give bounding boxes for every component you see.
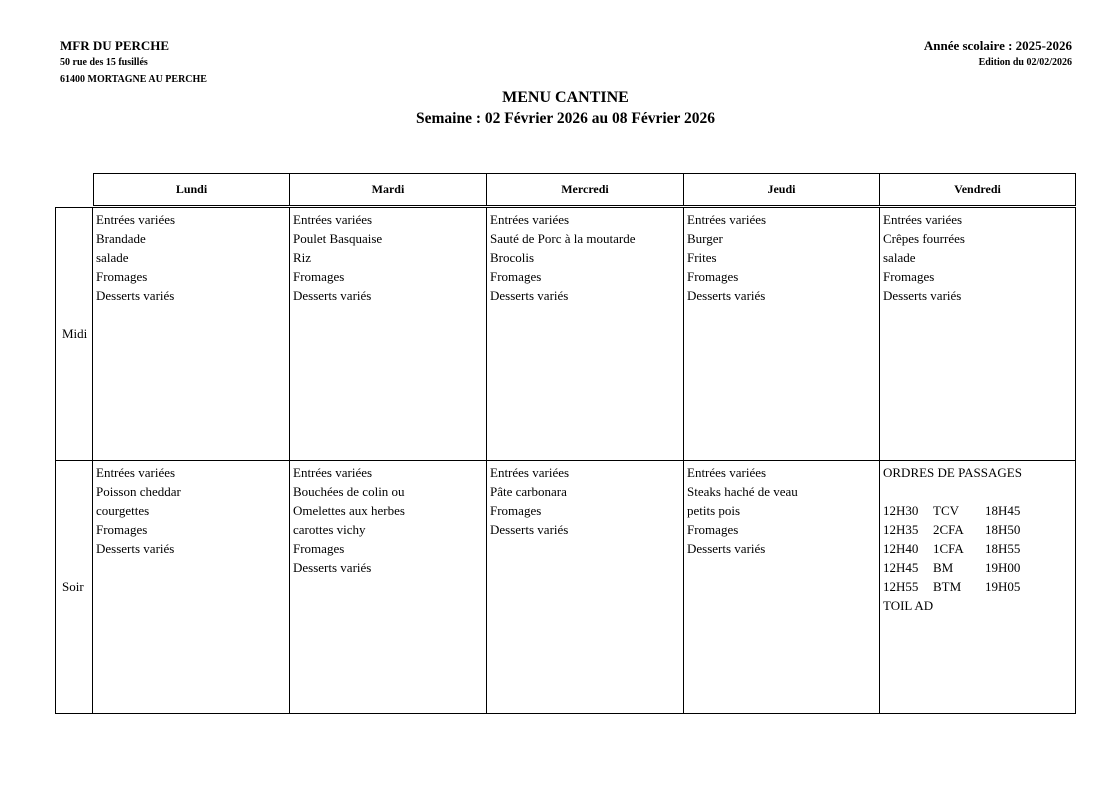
school-name: MFR DU PERCHE <box>60 38 170 53</box>
midi-lundi-cell <box>92 207 290 461</box>
ordres-title: ORDRES DE PASSAGES <box>883 465 1022 480</box>
school-year: Année scolaire : 2025-2026 <box>923 38 1072 53</box>
menu-item: Desserts variés <box>883 288 962 303</box>
menu-item: Fromages <box>96 522 148 537</box>
day-header-mercredi: Mercredi <box>486 173 684 206</box>
day-header-jeudi: Jeudi <box>683 173 880 206</box>
day-header-vendredi: Vendredi <box>879 173 1076 206</box>
day-header-lundi: Lundi <box>93 173 290 206</box>
soir-vendredi-cell <box>879 460 1076 714</box>
menu-item: salade <box>96 250 129 265</box>
menu-item: Bouchées de colin ou <box>293 484 405 499</box>
soir-time: 18H50 <box>985 522 1021 537</box>
class-code: TCV <box>933 503 959 518</box>
menu-item: Brocolis <box>490 250 535 265</box>
soir-lundi-cell <box>92 460 290 714</box>
menu-item: Fromages <box>883 269 935 284</box>
menu-item: Desserts variés <box>293 288 372 303</box>
menu-item: Entrées variées <box>687 212 767 227</box>
menu-item: Fromages <box>293 541 345 556</box>
menu-item: Desserts variés <box>293 560 372 575</box>
class-code: 1CFA <box>933 541 964 556</box>
menu-item: Entrées variées <box>490 465 570 480</box>
menu-item: Fromages <box>490 503 542 518</box>
soir-jeudi-cell <box>683 460 880 714</box>
soir-time: 19H00 <box>985 560 1021 575</box>
menu-item: Fromages <box>96 269 148 284</box>
midi-time: 12H35 <box>883 522 919 537</box>
menu-item: Poisson cheddar <box>96 484 181 499</box>
spacer <box>883 482 1072 501</box>
menu-item: Desserts variés <box>687 541 766 556</box>
menu-item: Desserts variés <box>96 541 175 556</box>
school-info <box>60 38 207 88</box>
ordres-row <box>883 501 1072 520</box>
menu-item: Pâte carbonara <box>490 484 567 499</box>
class-code: BTM <box>933 579 962 594</box>
title-block <box>0 87 1117 129</box>
menu-item: salade <box>883 250 916 265</box>
week-subtitle: Semaine : 02 Février 2026 au 08 Février 2026 <box>415 110 716 127</box>
period-label-midi: Midi <box>55 207 93 461</box>
ordres-row <box>883 558 1072 577</box>
period-label-soir: Soir <box>55 460 93 714</box>
ordres-footer: TOIL AD <box>883 598 934 613</box>
soir-time: 18H45 <box>985 503 1021 518</box>
menu-item: petits pois <box>687 503 741 518</box>
ordres-row <box>883 577 1072 596</box>
ordres-row <box>883 520 1072 539</box>
edition-date: Edition du 02/02/2026 <box>978 57 1072 68</box>
menu-item: Desserts variés <box>96 288 175 303</box>
midi-time: 12H45 <box>883 560 919 575</box>
menu-item: Entrées variées <box>293 212 373 227</box>
menu-item: Steaks haché de veau <box>687 484 798 499</box>
address-line-1: 50 rue des 15 fusillés <box>60 57 148 68</box>
midi-time: 12H55 <box>883 579 919 594</box>
menu-item: Crêpes fourrées <box>883 231 965 246</box>
midi-jeudi-cell <box>683 207 880 461</box>
soir-mercredi-cell <box>486 460 684 714</box>
soir-time: 19H05 <box>985 579 1021 594</box>
soir-time: 18H55 <box>985 541 1021 556</box>
menu-item: Brandade <box>96 231 146 246</box>
menu-item: Entrées variées <box>96 212 176 227</box>
menu-item: Sauté de Porc à la moutarde <box>490 231 636 246</box>
menu-item: Entrées variées <box>490 212 570 227</box>
menu-item: Entrées variées <box>883 212 963 227</box>
soir-mardi-cell <box>289 460 487 714</box>
menu-item: Desserts variés <box>687 288 766 303</box>
midi-time: 12H30 <box>883 503 919 518</box>
menu-item: Burger <box>687 231 723 246</box>
menu-item: Riz <box>293 250 312 265</box>
class-code: 2CFA <box>933 522 964 537</box>
menu-item: Desserts variés <box>490 522 569 537</box>
menu-item: courgettes <box>96 503 150 518</box>
midi-time: 12H40 <box>883 541 919 556</box>
midi-mercredi-cell <box>486 207 684 461</box>
menu-item: Fromages <box>687 269 739 284</box>
page-title: MENU CANTINE <box>502 89 629 106</box>
midi-mardi-cell <box>289 207 487 461</box>
menu-item: Poulet Basquaise <box>293 231 383 246</box>
midi-vendredi-cell <box>879 207 1076 461</box>
menu-item: Fromages <box>687 522 739 537</box>
menu-item: Fromages <box>490 269 542 284</box>
menu-item: Desserts variés <box>490 288 569 303</box>
address-line-2: 61400 MORTAGNE AU PERCHE <box>60 74 207 85</box>
year-info <box>924 38 1072 71</box>
menu-item: Entrées variées <box>96 465 176 480</box>
menu-item: Entrées variées <box>293 465 373 480</box>
menu-item: carottes vichy <box>293 522 366 537</box>
menu-item: Entrées variées <box>687 465 767 480</box>
day-header-mardi: Mardi <box>289 173 487 206</box>
class-code: BM <box>933 560 954 575</box>
menu-item: Fromages <box>293 269 345 284</box>
ordres-row <box>883 539 1072 558</box>
menu-item: Omelettes aux herbes <box>293 503 405 518</box>
menu-item: Frites <box>687 250 717 265</box>
